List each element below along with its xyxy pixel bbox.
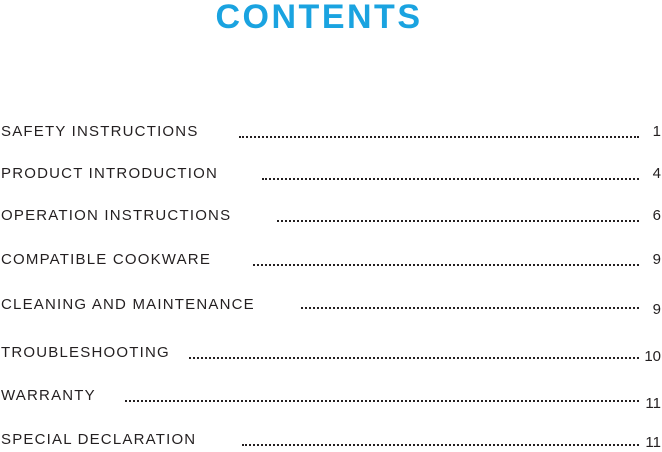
toc-dot-leader bbox=[125, 400, 639, 402]
toc-entry-warranty[interactable] bbox=[1, 387, 661, 412]
toc-entry-label: PRODUCT INTRODUCTION bbox=[1, 165, 219, 182]
toc-dot-leader bbox=[253, 264, 639, 266]
toc-entry-label: COMPATIBLE COOKWARE bbox=[1, 251, 212, 268]
toc-entry-label: WARRANTY bbox=[1, 387, 96, 404]
toc-entry-label: CLEANING AND MAINTENANCE bbox=[1, 296, 255, 313]
toc-page-number: 6 bbox=[652, 207, 661, 224]
toc-entry-label: OPERATION INSTRUCTIONS bbox=[1, 207, 232, 224]
toc-dot-leader bbox=[189, 357, 639, 359]
toc-dot-leader bbox=[239, 136, 639, 138]
toc-page-number: 1 bbox=[652, 123, 661, 140]
toc-entry-compatible-cookware[interactable] bbox=[1, 251, 661, 269]
toc-page-number: 4 bbox=[652, 165, 661, 182]
toc-entry-label: TROUBLESHOOTING bbox=[1, 344, 170, 361]
toc-page-number: 11 bbox=[645, 434, 661, 451]
toc-dot-leader bbox=[277, 220, 639, 222]
toc-entry-cleaning-and-maintenance[interactable] bbox=[1, 296, 661, 318]
toc-entry-safety-instructions[interactable] bbox=[1, 123, 661, 141]
toc-page-number: 9 bbox=[652, 301, 661, 318]
toc-entry-label: SAFETY INSTRUCTIONS bbox=[1, 123, 199, 140]
toc-entry-troubleshooting[interactable] bbox=[1, 344, 661, 365]
toc-dot-leader bbox=[301, 307, 639, 309]
toc-dot-leader bbox=[262, 178, 639, 180]
toc-page-number: 11 bbox=[645, 395, 661, 412]
toc-entry-special-declaration[interactable] bbox=[1, 431, 661, 449]
page-title: CONTENTS bbox=[215, 0, 423, 36]
toc-entry-operation-instructions[interactable] bbox=[1, 207, 661, 225]
toc-page-number: 10 bbox=[644, 348, 661, 365]
toc-dot-leader bbox=[242, 444, 639, 446]
toc-entry-label: SPECIAL DECLARATION bbox=[1, 431, 197, 448]
toc-page-number: 9 bbox=[652, 251, 661, 268]
toc-entry-product-introduction[interactable] bbox=[1, 165, 661, 183]
